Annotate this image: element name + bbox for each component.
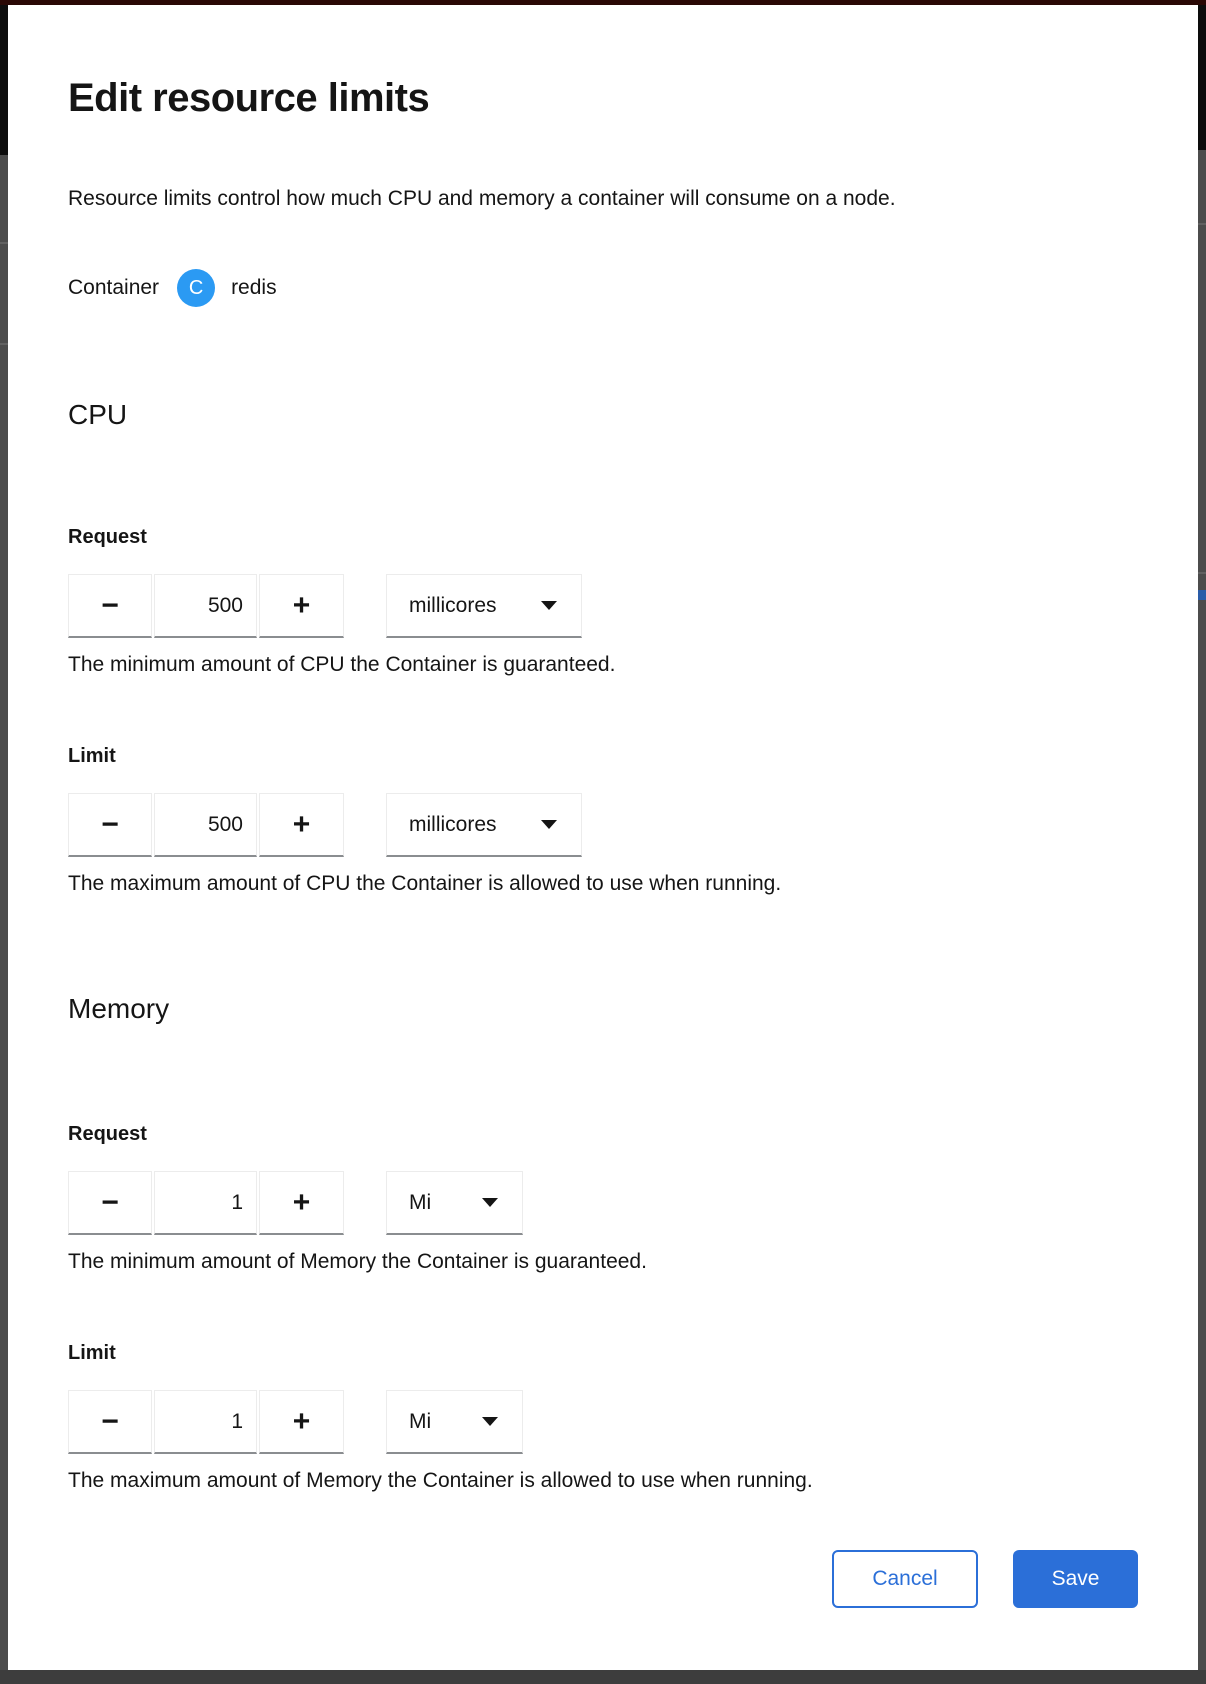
cpu-limit-unit-value: millicores (409, 812, 497, 836)
cpu-request-label: Request (68, 526, 147, 548)
memory-section (68, 993, 1138, 1495)
page-right-edge (1198, 5, 1206, 1670)
cpu-request-plus-button[interactable] (259, 574, 344, 638)
minus-icon: − (101, 807, 119, 841)
cpu-section (68, 399, 1138, 898)
modal-description: Resource limits control how much CPU and memory a container will consume on a node. (68, 187, 896, 210)
plus-icon: + (292, 807, 311, 841)
memory-request-plus-button[interactable] (259, 1171, 344, 1235)
cpu-request-unit-select[interactable] (386, 574, 582, 638)
minus-icon: − (101, 1404, 119, 1438)
page-left-edge-divider (0, 242, 8, 244)
memory-limit-unit-value: Mi (409, 1409, 432, 1433)
memory-limit-label: Limit (68, 1342, 116, 1364)
memory-request-value-input[interactable] (154, 1171, 257, 1235)
cpu-request-helper-text: The minimum amount of CPU the Container is guaranteed. (68, 653, 616, 676)
memory-limit-minus-button[interactable] (68, 1390, 152, 1454)
page-right-edge-divider (1198, 572, 1206, 574)
cpu-request-field (68, 574, 1138, 638)
memory-limit-value-input[interactable] (154, 1390, 257, 1454)
page-right-edge-divider (1198, 223, 1206, 225)
page-right-edge-link-fragment (1198, 590, 1206, 600)
memory-request-label: Request (68, 1123, 147, 1145)
memory-request-field (68, 1171, 1138, 1235)
cpu-limit-plus-button[interactable] (259, 793, 344, 857)
page-right-edge-dark (1198, 5, 1206, 150)
cpu-limit-label: Limit (68, 745, 116, 767)
plus-icon: + (292, 1185, 311, 1219)
container-row (68, 269, 1138, 307)
page-left-edge-dark (0, 5, 8, 155)
cpu-request-minus-button[interactable] (68, 574, 152, 638)
cpu-request-unit-value: millicores (409, 593, 497, 617)
page-bottom-edge (0, 1670, 1206, 1684)
caret-down-icon (482, 1198, 498, 1207)
memory-request-minus-button[interactable] (68, 1171, 152, 1235)
memory-limit-helper-text: The maximum amount of Memory the Container is allowed to use when running. (68, 1469, 813, 1492)
memory-limit-field (68, 1390, 1138, 1454)
cpu-limit-value-input[interactable] (154, 793, 257, 857)
memory-request-unit-value: Mi (409, 1190, 432, 1214)
minus-icon: − (101, 588, 119, 622)
cpu-limit-field (68, 793, 1138, 857)
memory-section-heading: Memory (68, 993, 170, 1024)
page-left-edge (0, 5, 8, 1670)
caret-down-icon (541, 601, 557, 610)
plus-icon: + (292, 1404, 311, 1438)
cpu-limit-helper-text: The maximum amount of CPU the Container is allowed to use when running. (68, 872, 782, 895)
edit-resource-limits-modal (8, 5, 1198, 1670)
cancel-button[interactable]: Cancel (832, 1550, 978, 1608)
page-left-edge-divider (0, 343, 8, 345)
memory-request-unit-select[interactable] (386, 1171, 523, 1235)
plus-icon: + (292, 588, 311, 622)
save-button[interactable]: Save (1013, 1550, 1138, 1608)
modal-title: Edit resource limits (68, 76, 430, 120)
memory-limit-plus-button[interactable] (259, 1390, 344, 1454)
cpu-limit-minus-button[interactable] (68, 793, 152, 857)
memory-request-helper-text: The minimum amount of Memory the Container is guaranteed. (68, 1250, 647, 1273)
caret-down-icon (541, 820, 557, 829)
modal-footer (68, 1550, 1138, 1608)
container-badge-icon: C (177, 269, 215, 307)
container-name: redis (231, 276, 277, 299)
cpu-section-heading: CPU (68, 399, 128, 430)
minus-icon: − (101, 1185, 119, 1219)
memory-limit-unit-select[interactable] (386, 1390, 523, 1454)
cpu-limit-unit-select[interactable] (386, 793, 582, 857)
cpu-request-value-input[interactable] (154, 574, 257, 638)
caret-down-icon (482, 1417, 498, 1426)
container-label: Container (68, 276, 160, 299)
